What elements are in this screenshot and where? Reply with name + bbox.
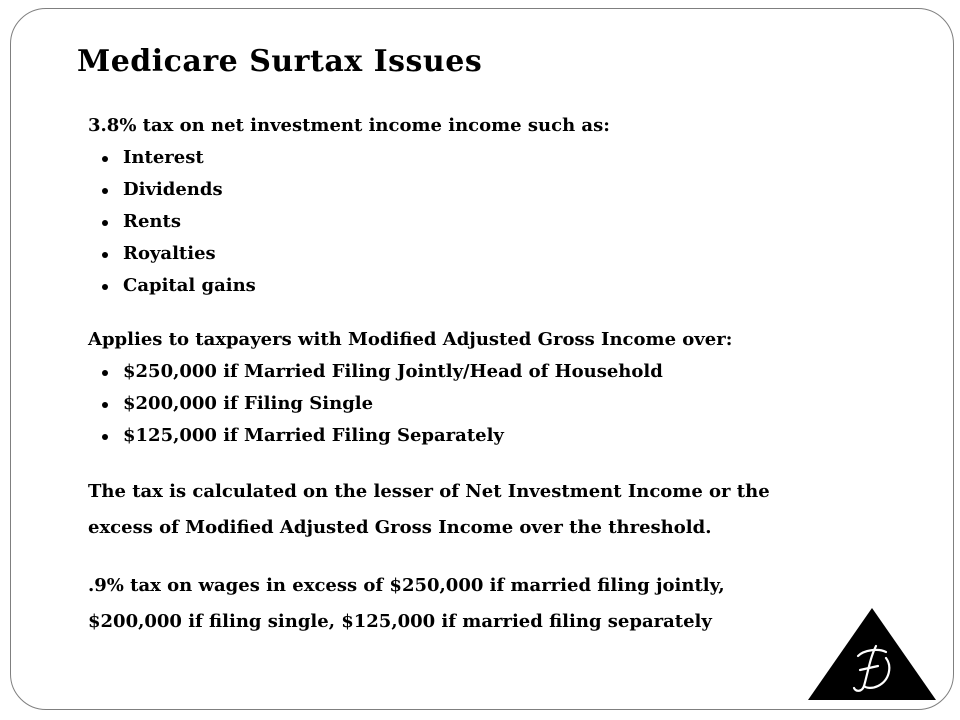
calculation-note-line-1: The tax is calculated on the lesser of Net Investment Income or the [88,481,770,502]
calculation-note-line-2: excess of Modified Adjusted Gross Income over the threshold. [88,517,712,538]
list-item [88,174,868,206]
list-item-text: Dividends [123,179,223,200]
bullet-icon [102,402,108,408]
list-item-text: $200,000 if Filing Single [123,393,374,414]
applies-heading: Applies to taxpayers with Modified Adjusted Gross Income over: [88,329,733,350]
list-item [88,388,868,420]
list-item-text: Interest [123,147,204,168]
bullet-icon [102,284,108,290]
bullet-icon [102,370,108,376]
intro-text: 3.8% tax on net investment income income such as: [88,115,610,136]
list-item [88,356,868,388]
list-item [88,238,868,270]
bullet-icon [102,434,108,440]
list-item [88,270,868,302]
list-item-text: $250,000 if Married Filing Jointly/Head of Household [123,361,663,382]
list-item [88,206,868,238]
triangle-monogram-logo-icon [806,606,938,702]
wages-note-line-2: $200,000 if filing single, $125,000 if married filing separately [88,611,712,632]
wages-note-line-1: .9% tax on wages in excess of $250,000 if married filing jointly, [88,575,725,596]
bullet-icon [102,220,108,226]
list-item-text: Royalties [123,243,216,264]
list-item-text: Capital gains [123,275,256,296]
list-item [88,142,868,174]
list-item [88,420,868,452]
income-types-list [88,142,868,302]
bullet-icon [102,252,108,258]
slide-content [88,110,868,640]
bullet-icon [102,188,108,194]
list-item-text: $125,000 if Married Filing Separately [123,425,504,446]
thresholds-list [88,356,868,452]
bullet-icon [102,156,108,162]
slide-title: Medicare Surtax Issues [77,44,483,79]
list-item-text: Rents [123,211,181,232]
